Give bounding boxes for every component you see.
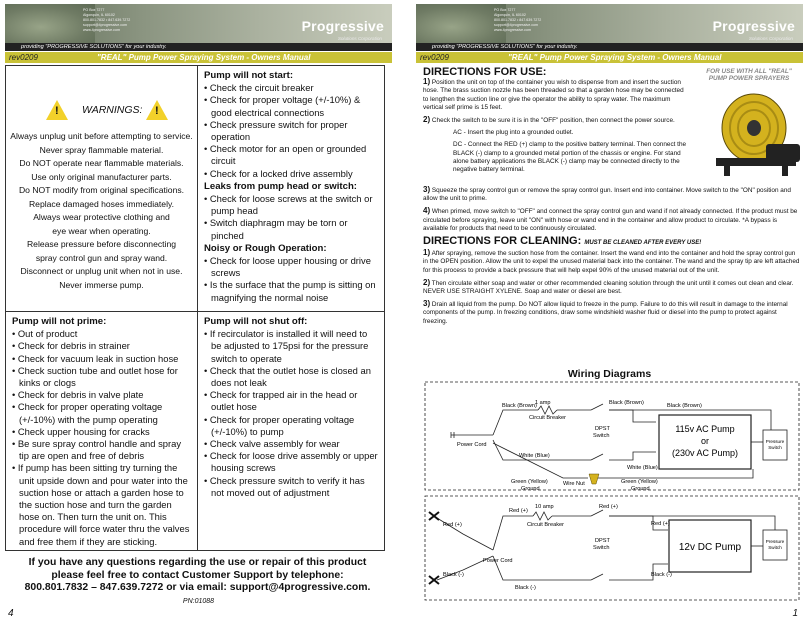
- ac-wiring-diagram: [425, 382, 799, 490]
- address-line: 800.801.7832 • 847.639.7272: [83, 18, 131, 22]
- part-number: PN:01088: [182, 598, 215, 605]
- warning-line: Use only original manufacturer parts.: [31, 171, 172, 182]
- list-item: • Check motor for an open or grounded circuit: [204, 143, 378, 167]
- list-item: • Be sure spray control handle and spray tip are open and free of debris: [12, 438, 191, 462]
- not-start-list: [204, 82, 378, 180]
- step-number: 1): [423, 248, 431, 258]
- contact-line: 800.801.7832 – 847.639.7272 or via email: support@4progressive.com.: [24, 582, 371, 594]
- step-number: 1): [423, 77, 431, 87]
- ac-green-yellow-label: Green (Yellow): [511, 479, 548, 485]
- dc-black-label-2: Black (-): [515, 585, 536, 591]
- list-item: • Check suction tube and outlet hose for kinks or clogs: [12, 365, 191, 389]
- dc-black-label: Black (-): [443, 572, 464, 578]
- list-item: • Check pressure switch for proper operation: [204, 119, 378, 143]
- dc-pump-label: 12v DC Pump: [678, 542, 742, 553]
- warning-line: eye wear when operating.: [52, 225, 151, 236]
- revision: rev0209: [9, 53, 38, 62]
- step-text: Squeeze the spray control gun or remove the spray control gun. Insert end into container. Move switch to the "ON" position and allow the unit to prime.: [423, 187, 791, 203]
- step-number: 2): [423, 277, 431, 287]
- ac-white-blue-label-2: White (Blue): [627, 465, 658, 471]
- warnings-box: [5, 65, 198, 312]
- dc-pressure-label: Pressure: [765, 539, 785, 544]
- contact-line: please feel free to contact Customer Support by telephone:: [51, 569, 344, 581]
- ac-amp-label: 1 amp: [535, 400, 551, 406]
- list-item: • Check for debris in strainer: [12, 340, 191, 352]
- revision: rev0209: [420, 53, 449, 62]
- noisy-list: [204, 255, 378, 304]
- dc-switch-label: Switch: [593, 545, 610, 551]
- cleaning-step: [423, 249, 801, 275]
- ac-breaker-label: Circuit Breaker: [529, 415, 566, 421]
- ac-black-brown-label-3: Black (Brown): [667, 403, 702, 409]
- address-block: [83, 8, 163, 33]
- ac-pswitch-label: Switch: [768, 445, 782, 450]
- address-line: Algonquin, IL 60102: [494, 13, 526, 17]
- dc-red-label-clamp: Red (+): [443, 522, 462, 528]
- list-item: • Check for proper voltage (+/-10%) & good electrical connections: [204, 94, 378, 118]
- list-item: • If recirculator is installed it will need to be adjusted to 175psi for the pressure switch to operate: [204, 328, 378, 365]
- list-item: • Switch diaphragm may be torn or pinched: [204, 217, 378, 241]
- troubleshoot-prime-box: [5, 311, 198, 551]
- dc-red-label-3: Red (+): [651, 521, 670, 527]
- warning-line: Do NOT operate near flammable materials.: [19, 158, 184, 168]
- page-number: 4: [8, 608, 14, 619]
- dc-red-label: Red (+): [599, 504, 618, 510]
- warnings-header: [46, 100, 166, 122]
- step-text: Drain all liquid from the pump. Do NOT allow liquid to freeze in the pump. Failure to do this will result in damage to the internal components of the pump. In freezing conditions, draw some windshield washer fluid or diesel into the pump to protect against freezing.: [423, 301, 788, 325]
- list-item: • Check for proper operating voltage (+/-10%) to pump: [204, 414, 378, 438]
- ac-pressure-label: Pressure: [765, 439, 785, 444]
- tagline: providing "PROGRESSIVE SOLUTIONS" for your industry.: [5, 43, 392, 51]
- ac-white-blue-label: White (Blue): [519, 453, 550, 459]
- address-line: support@4progressive.com: [83, 23, 127, 27]
- contact-line: If you have any questions regarding the use or repair of this product: [28, 557, 367, 568]
- ac-instruction: AC - Insert the plug into a grounded outlet.: [453, 129, 574, 137]
- ac-wire-nut-label: Wire Nut: [563, 481, 585, 487]
- ac-switch-label: Switch: [593, 433, 610, 439]
- warning-line: Release pressure before disconnecting: [26, 239, 177, 249]
- step-text: When primed, move switch to "OFF" and connect the spray control gun and wand if not already connected. If the product must be circulated before spraying, leave unit "ON" with hose or wand end in the container and allow product to circulate. *A bypass is available for products that need to be continuously circulated.: [423, 208, 798, 232]
- dc-power-cord-label: Power Cord: [483, 558, 513, 564]
- warning-line: spray control gun and spray wand.: [35, 252, 168, 263]
- battery-clamp-icon: [429, 512, 439, 520]
- ac-pump-label-1: 115v AC Pump: [675, 424, 735, 434]
- directions-use-section: [423, 68, 688, 178]
- not-shut-title: Pump will not shut off:: [204, 316, 308, 327]
- dc-black-label-3: Black (-): [651, 572, 672, 578]
- leaks-title: Leaks from pump head or switch:: [204, 180, 357, 192]
- ac-green-yellow-label-2: Green (Yellow): [621, 479, 658, 485]
- dc-instruction: DC - Connect the RED (+) clamp to the positive battery terminal. Then connect the BLACK (-) clamp to a grounded metal portion of the chassis or engine. For stand alone battery applications the BLACK (-) clamp may be connected directly to the negative battery terminal.: [453, 141, 687, 174]
- dc-wiring-diagram: [425, 496, 799, 600]
- step-number: 3): [423, 185, 431, 194]
- use-step: [423, 116, 688, 125]
- company-logo-sub: Solutions Corporation: [748, 36, 793, 41]
- company-logo: Progressive: [301, 18, 384, 34]
- pump-caption: FOR USE WITH ALL "REAL" PUMP POWER SPRAYERS: [706, 68, 792, 82]
- list-item: • Check for a locked drive assembly: [204, 168, 378, 180]
- address-line: PO Box 7277: [83, 8, 105, 12]
- list-item: • Check pressure switch to verify it has not moved out of adjustment: [204, 475, 378, 499]
- ac-pump-label-2: or: [700, 436, 710, 446]
- warning-line: Always unplug unit before attempting to service.: [10, 131, 193, 141]
- list-item: • Check for debris in valve plate: [12, 389, 191, 401]
- ac-pump-label-3: (230v AC Pump): [671, 448, 739, 458]
- ac-dpst-label: DPST: [595, 426, 610, 432]
- troubleshoot-shutoff-box: [197, 311, 385, 551]
- pump-reel-image: [696, 66, 806, 186]
- directions-continued: [423, 186, 801, 330]
- not-prime-title: Pump will not prime:: [12, 316, 107, 327]
- dc-red-label-2: Red (+): [509, 508, 528, 514]
- step-number: 4): [423, 206, 431, 216]
- ac-black-brown-label-2: Black (Brown): [609, 400, 644, 406]
- warning-line: Replace damaged hoses immediately.: [28, 198, 175, 209]
- step-number: 3): [423, 299, 431, 309]
- address-line: 800.801.7832 • 847.639.7272: [494, 18, 542, 22]
- list-item: • Is the surface that the pump is sitting on magnifying the normal noise: [204, 279, 378, 303]
- title-bar: [5, 52, 392, 63]
- not-start-title: Pump will not start:: [204, 70, 294, 81]
- company-logo-sub: Solutions Corporation: [337, 36, 382, 41]
- list-item: • Check the circuit breaker: [204, 82, 378, 94]
- contact-block: [5, 557, 390, 595]
- ac-power-cord-label: Power Cord: [457, 442, 487, 448]
- wire-nut-icon: [589, 474, 599, 484]
- ac-black-brown-label: Black (Brown): [502, 403, 537, 409]
- dc-amp-label: 10 amp: [535, 504, 554, 510]
- noisy-title: Noisy or Rough Operation:: [204, 242, 327, 254]
- cleaning-step: [423, 279, 801, 296]
- step-text: After spraying, remove the suction hose from the container. Insert the wand end into the container and hold the spray control gun in the OPEN position. Allow the unit to expel the unused material back into the container. The wand and the spray tip are left attached for this process to provide a back pressure that will help expel 90% of the unused material out of the unit.: [423, 250, 800, 274]
- not-shut-list: [204, 328, 378, 499]
- left-page: [0, 0, 397, 636]
- list-item: • Check for trapped air in the head or outlet hose: [204, 389, 378, 413]
- use-step: [423, 78, 688, 112]
- warning-line: Never immerse pump.: [59, 279, 144, 290]
- dc-pswitch-label: Switch: [768, 545, 782, 550]
- troubleshoot-start-box: [197, 65, 385, 312]
- address-line: PO Box 7277: [494, 8, 516, 12]
- company-logo: Progressive: [712, 18, 795, 34]
- list-item: • If pump has been sitting try turning the unit upside down and pour water into the suction hose or attach a garden hose to the suction hose and turn the garden hose on. Then turn the unit on. This procedure will force water thru the valves and free them if they are sticking.: [12, 462, 191, 547]
- list-item: • Check valve assembly for wear: [204, 438, 378, 450]
- wiring-title: Wiring Diagrams: [567, 368, 652, 380]
- warning-line: Disconnect or unplug unit when not in use.: [20, 266, 183, 276]
- list-item: • Check upper housing for cracks: [12, 426, 191, 438]
- dc-breaker-label: Circuit Breaker: [527, 522, 564, 528]
- list-item: • Check for proper operating voltage (+/-10%) with the pump operating: [12, 401, 191, 425]
- step-text: Position the unit on top of the container you wish to dispense from and insert the suction hose. The brass suction nozzle has been threaded so that a garden hose may be connected to lengthen the suction line or give the operator the ability to spray water. The maximum vertical self prime is 15 feet.: [423, 79, 684, 111]
- use-step: [423, 186, 801, 203]
- warning-icon: !: [146, 100, 168, 120]
- list-item: • Check that the outlet hose is closed an does not leak: [204, 365, 378, 389]
- list-item: • Out of product: [12, 328, 191, 340]
- list-item: • Check for loose upper housing or drive screws: [204, 255, 378, 279]
- manual-title: "REAL" Pump Power Spraying System - Owners Manual: [97, 53, 311, 62]
- not-prime-list: [12, 328, 191, 548]
- list-item: • Check for loose drive assembly or upper housing screws: [204, 450, 378, 474]
- step-number: 2): [423, 115, 431, 125]
- cleaning-title: DIRECTIONS FOR CLEANING:: [423, 235, 582, 248]
- cleaning-note: MUST BE CLEANED AFTER EVERY USE!: [584, 240, 702, 247]
- step-text: Then circulate either soap and water or other recommended cleaning solution through the unit until it comes out clean and clear. NEVER USE STRAIGHT XYLENE. Soap and water or diesel are best.: [423, 279, 794, 296]
- ac-ground-label: Ground: [521, 486, 540, 492]
- page-number: 1: [792, 608, 798, 619]
- list-item: • Check for vacuum leak in suction hose: [12, 353, 191, 365]
- wiring-diagrams: [423, 380, 803, 604]
- address-line: support@4progressive.com: [494, 23, 538, 27]
- warning-line: Do NOT modify from original specifications.: [18, 185, 185, 195]
- list-item: • Check for loose screws at the switch or pump head: [204, 193, 378, 217]
- ac-ground-label-2: Ground: [631, 486, 650, 492]
- warnings-title: WARNINGS:: [82, 104, 143, 116]
- step-text: Check the switch to be sure it is in the "OFF" position, then connect the power source.: [431, 117, 675, 125]
- address-block: [494, 8, 574, 33]
- address-line: Algonquin, IL 60102: [83, 13, 115, 17]
- use-step: [423, 207, 801, 233]
- address-line: www.4progressive.com: [83, 28, 120, 32]
- warnings-list: [6, 130, 197, 292]
- address-line: www.4progressive.com: [494, 28, 531, 32]
- directions-use-title: DIRECTIONS FOR USE:: [423, 66, 547, 78]
- warning-icon: !: [46, 100, 68, 120]
- warning-line: Never spray flammable material.: [39, 144, 164, 155]
- leaks-list: [204, 193, 378, 242]
- tagline: providing "PROGRESSIVE SOLUTIONS" for your industry.: [416, 43, 803, 51]
- manual-title: "REAL" Pump Power Spraying System - Owners Manual: [508, 53, 722, 62]
- cleaning-step: [423, 300, 801, 326]
- warning-line: Always wear protective clothing and: [33, 212, 170, 222]
- right-page: [411, 0, 808, 636]
- cleaning-title-row: [423, 237, 801, 247]
- title-bar: [416, 52, 803, 63]
- dc-dpst-label: DPST: [595, 538, 610, 544]
